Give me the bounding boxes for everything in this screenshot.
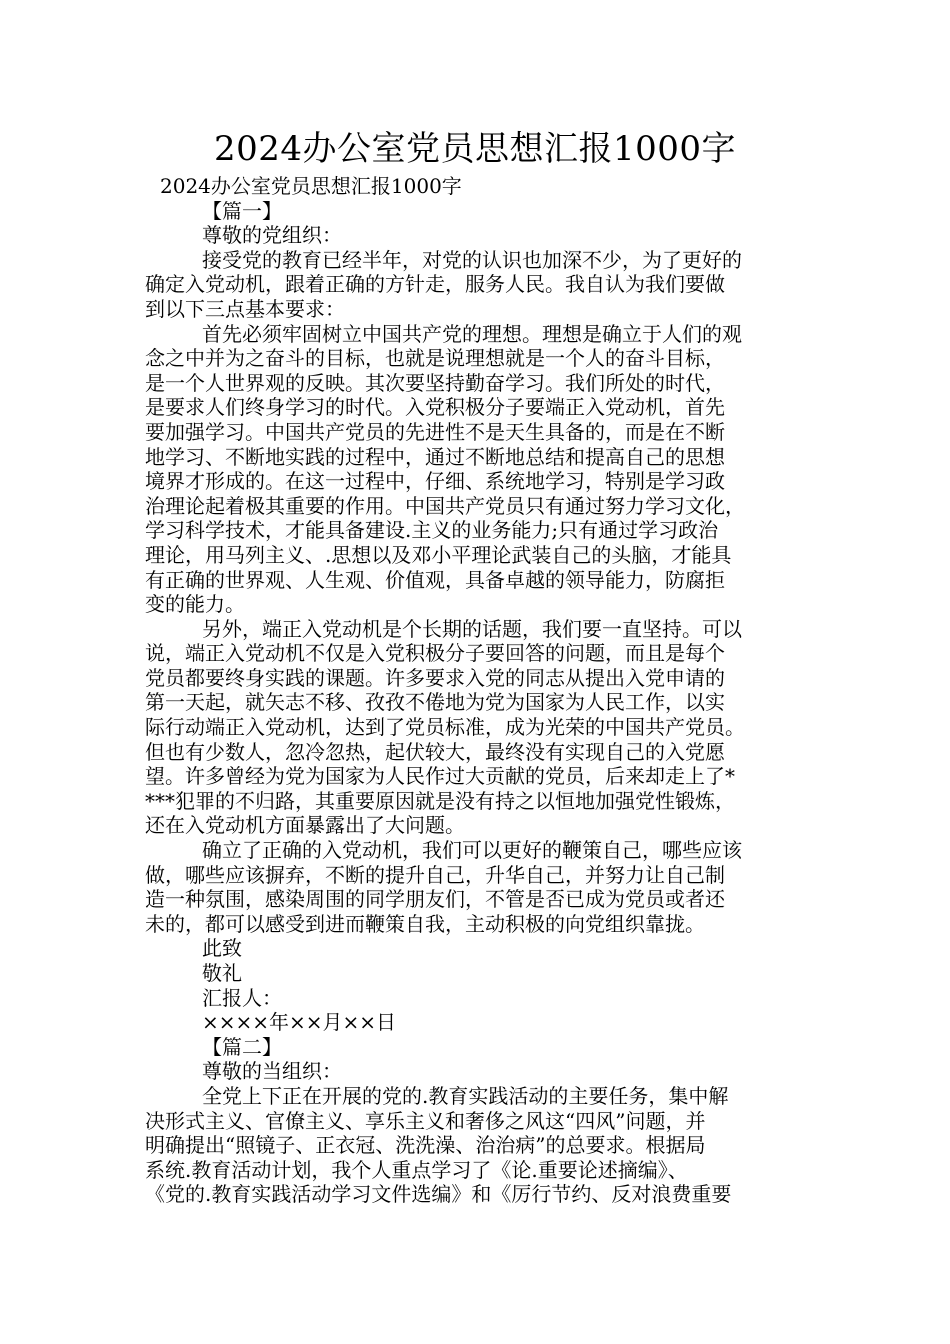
text-line: 但也有少数人，忽冷忽热，起伏较大，最终没有实现自己的入党愿 <box>145 739 725 764</box>
text-line: 是一个人世界观的反映。其次要坚持勤奋学习。我们所处的时代， <box>145 370 725 395</box>
text-line: 望。许多曾经为党为国家为人民作过大贡献的党员，后来却走上了* <box>145 764 735 789</box>
text-line: 汇报人： <box>202 985 282 1010</box>
text-line: 明确提出“照镜子、正衣冠、洗洗澡、治治病”的总要求。根据局 <box>145 1133 706 1158</box>
text-line: 变的能力。 <box>145 592 245 617</box>
text-line: 接受党的教育已经半年，对党的认识也加深不少，为了更好的 <box>202 247 742 272</box>
text-line: 系统.教育活动计划，我个人重点学习了《论.重要论述摘编》、 <box>145 1157 688 1182</box>
text-line: 确立了正确的入党动机，我们可以更好的鞭策自己，哪些应该 <box>202 838 742 863</box>
text-line: 决形式主义、官僚主义、享乐主义和奢侈之风这“四风”问题，并 <box>145 1108 706 1133</box>
text-line: 做，哪些应该摒弃，不断的提升自己，升华自己，并努力让自己制 <box>145 862 725 887</box>
text-line: 尊敬的党组织： <box>202 223 342 248</box>
text-line: 念之中并为之奋斗的目标，也就是说理想就是一个人的奋斗目标， <box>145 346 725 371</box>
text-line: 学习科学技术，才能具备建设.主义的业务能力;只有通过学习政治 <box>145 518 719 543</box>
text-line: 敬礼 <box>202 961 242 985</box>
text-line: 还在入党动机方面暴露出了大问题。 <box>145 813 465 838</box>
text-line: 另外，端正入党动机是个长期的话题，我们要一直坚持。可以 <box>202 616 742 641</box>
text-line: 际行动端正入党动机，达到了党员标准，成为光荣的中国共产党员。 <box>145 715 745 740</box>
text-line: 【篇一】 <box>202 198 282 223</box>
document-title: 2024办公室党员思想汇报1000字 <box>213 129 737 169</box>
text-line: 首先必须牢固树立中国共产党的理想。理想是确立于人们的观 <box>202 321 742 346</box>
text-line: 地学习、不断地实践的过程中，通过不断地总结和提高自己的思想 <box>145 444 725 469</box>
text-line: ***犯罪的不归路，其重要原因就是没有持之以恒地加强党性锻炼， <box>145 788 735 813</box>
text-line: 说，端正入党动机不仅是入党积极分子要回答的问题，而且是每个 <box>145 641 725 666</box>
text-line: 党员都要终身实践的课题。许多要求入党的同志从提出入党申请的 <box>145 665 725 690</box>
text-line: 要加强学习。中国共产党员的先进性不是天生具备的，而是在不断 <box>145 419 725 444</box>
text-line: 到以下三点基本要求： <box>145 296 345 321</box>
text-line: 理论，用马列主义、.思想以及邓小平理论武装自己的头脑，才能具 <box>145 542 732 567</box>
text-line: 有正确的世界观、人生观、价值观，具备卓越的领导能力，防腐拒 <box>145 567 725 592</box>
text-line: 【篇二】 <box>202 1034 282 1059</box>
text-line: 《党的.教育实践活动学习文件选编》和《厉行节约、反对浪费重要 <box>145 1182 732 1207</box>
text-line: 境界才形成的。在这一过程中，仔细、系统地学习，特别是学习政 <box>145 469 725 494</box>
text-line: 此致 <box>202 936 242 961</box>
text-line: 全党上下正在开展的党的.教育实践活动的主要任务，集中解 <box>202 1083 729 1108</box>
text-line: 治理论起着极其重要的作用。中国共产党员只有通过努力学习文化， <box>145 493 745 518</box>
text-line: 第一天起，就矢志不移、孜孜不倦地为党为国家为人民工作，以实 <box>145 690 725 715</box>
text-line: ××××年××月××日 <box>202 1010 397 1035</box>
text-line: 是要求人们终身学习的时代。入党积极分子要端正入党动机，首先 <box>145 395 725 420</box>
text-line: 造一种氛围，感染周围的同学朋友们，不管是否已成为党员或者还 <box>145 887 725 912</box>
text-line: 确定入党动机，跟着正确的方针走，服务人民。我自认为我们要做 <box>145 272 725 297</box>
text-line: 2024办公室党员思想汇报1000字 <box>160 174 462 198</box>
text-line: 未的，都可以感受到进而鞭策自我，主动积极的向党组织靠拢。 <box>145 911 705 936</box>
document-body <box>145 174 815 1207</box>
text-line: 尊敬的当组织： <box>202 1059 342 1084</box>
